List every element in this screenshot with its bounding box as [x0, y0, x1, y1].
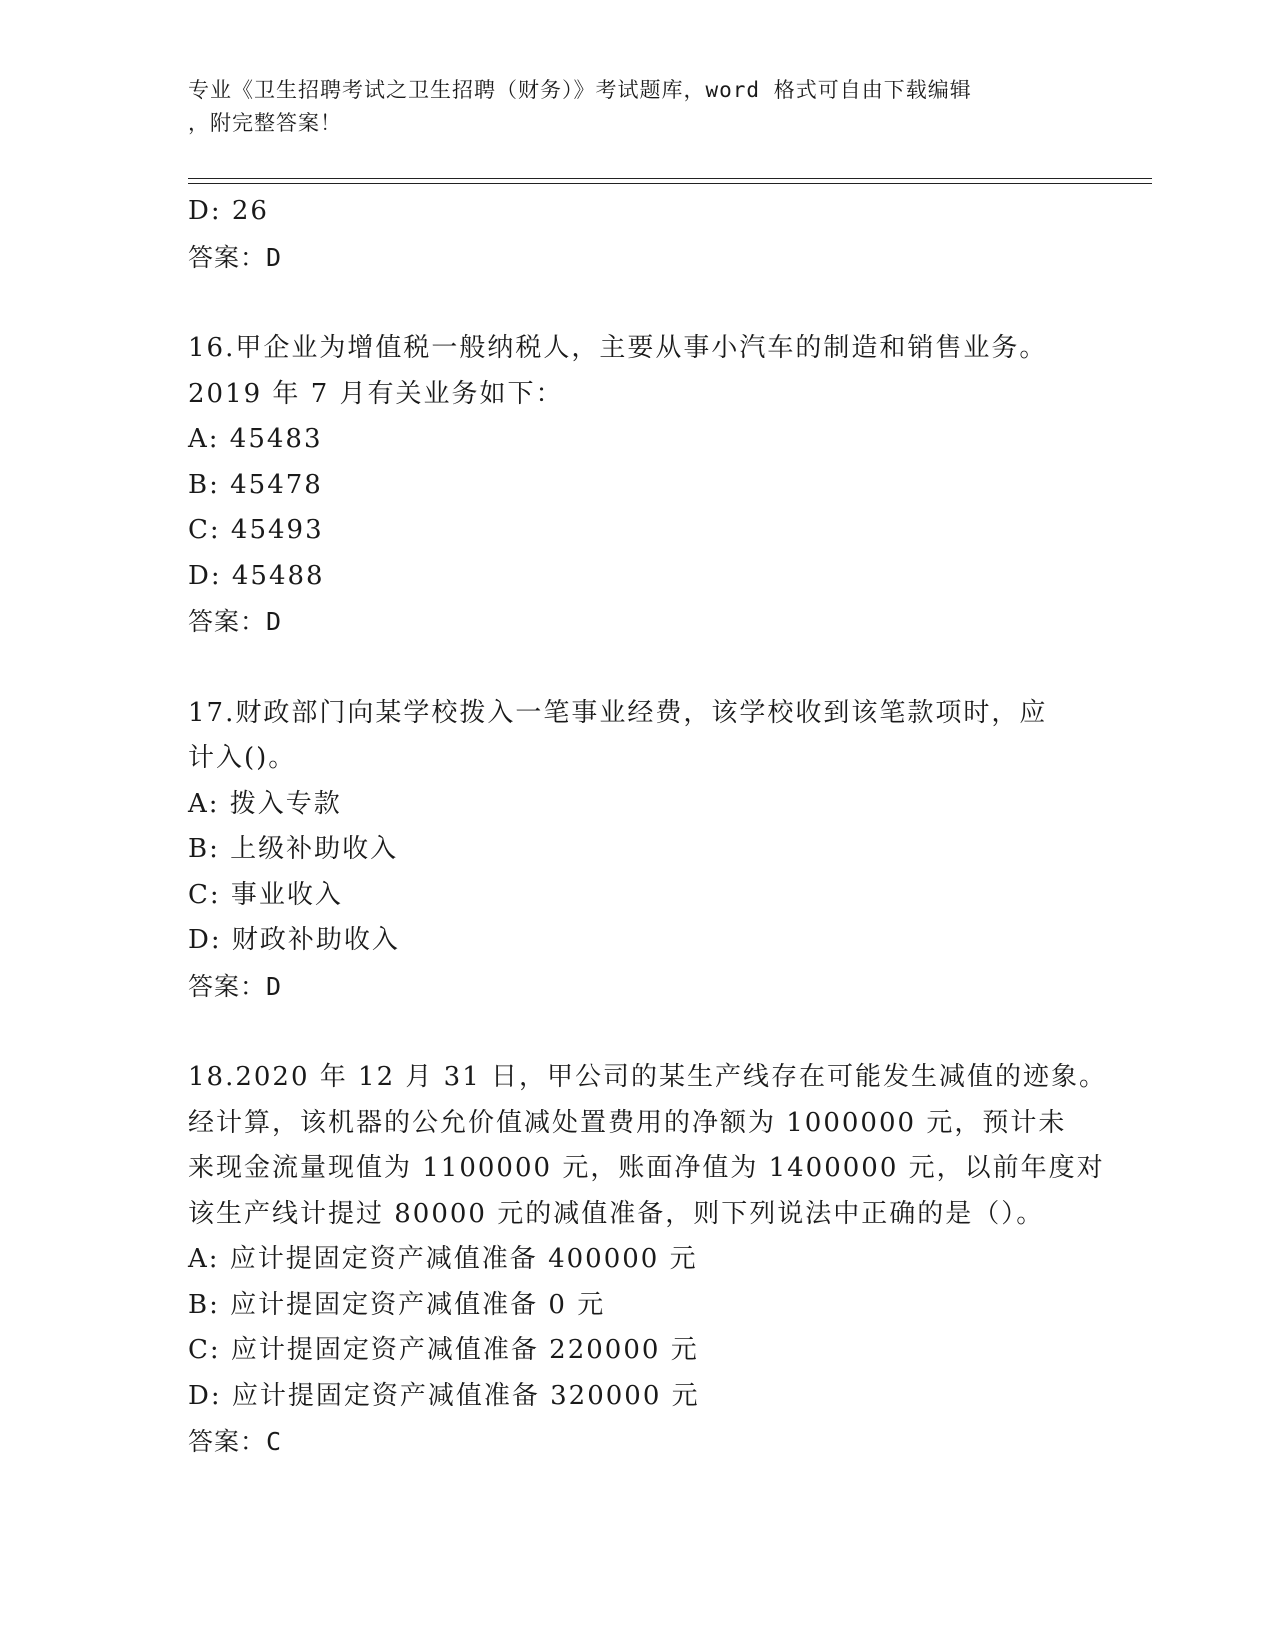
question-list [188, 189, 1108, 1465]
option-a: A: 应计提固定资产减值准备 400000 元 [188, 1244, 698, 1274]
question-16 [188, 326, 1088, 645]
question-stem: 计入()。 [188, 743, 297, 773]
question-17 [188, 691, 1088, 1010]
option-d: D: 应计提固定资产减值准备 320000 元 [188, 1380, 700, 1411]
answer: 答案：D [188, 242, 283, 272]
answer: 答案：C [188, 1427, 283, 1456]
option-c: C: 事业收入 [188, 879, 343, 910]
header-line-1: 专业《卫生招聘考试之卫生招聘（财务）》考试题库，word 格式可自由下载编辑 [188, 78, 972, 102]
question-stem: 经计算，该机器的公允价值减处置费用的净额为 1000000 元，预计未 [188, 1107, 1067, 1138]
option-a: A: 45483 [188, 424, 323, 454]
option-d: D: 26 [188, 196, 269, 226]
question-stem: 2019 年 7 月有关业务如下： [188, 378, 564, 409]
answer: 答案：D [188, 607, 283, 636]
header-divider-bottom [188, 183, 1152, 184]
option-a: A: 拨入专款 [188, 788, 342, 819]
question-stem: 该生产线计提过 80000 元的减值准备，则下列说法中正确的是（）。 [188, 1198, 1045, 1229]
option-b: B: 45478 [188, 469, 323, 500]
option-c: C: 45493 [188, 515, 324, 545]
previous-question-tail [188, 189, 1088, 280]
answer: 答案：D [188, 971, 283, 1001]
page-header [188, 74, 1088, 140]
option-c: C: 应计提固定资产减值准备 220000 元 [188, 1335, 699, 1365]
question-stem: 16.甲企业为增值税一般纳税人，主要从事小汽车的制造和销售业务。 [188, 333, 1048, 363]
option-b: B: 上级补助收入 [188, 834, 399, 864]
header-divider-top [188, 178, 1152, 179]
option-d: D: 财政补助收入 [188, 925, 400, 955]
header-line-2: ，附完整答案！ [188, 111, 342, 135]
question-18 [188, 1055, 1108, 1465]
question-stem: 17.财政部门向某学校拨入一笔事业经费，该学校收到该笔款项时，应 [188, 697, 1048, 728]
option-b: B: 应计提固定资产减值准备 0 元 [188, 1289, 606, 1320]
option-d: D: 45488 [188, 560, 325, 591]
question-stem: 来现金流量现值为 1100000 元，账面净值为 1400000 元，以前年度对 [188, 1153, 1105, 1183]
question-stem: 18.2020 年 12 月 31 日，甲公司的某生产线存在可能发生减值的迹象。 [188, 1062, 1108, 1092]
